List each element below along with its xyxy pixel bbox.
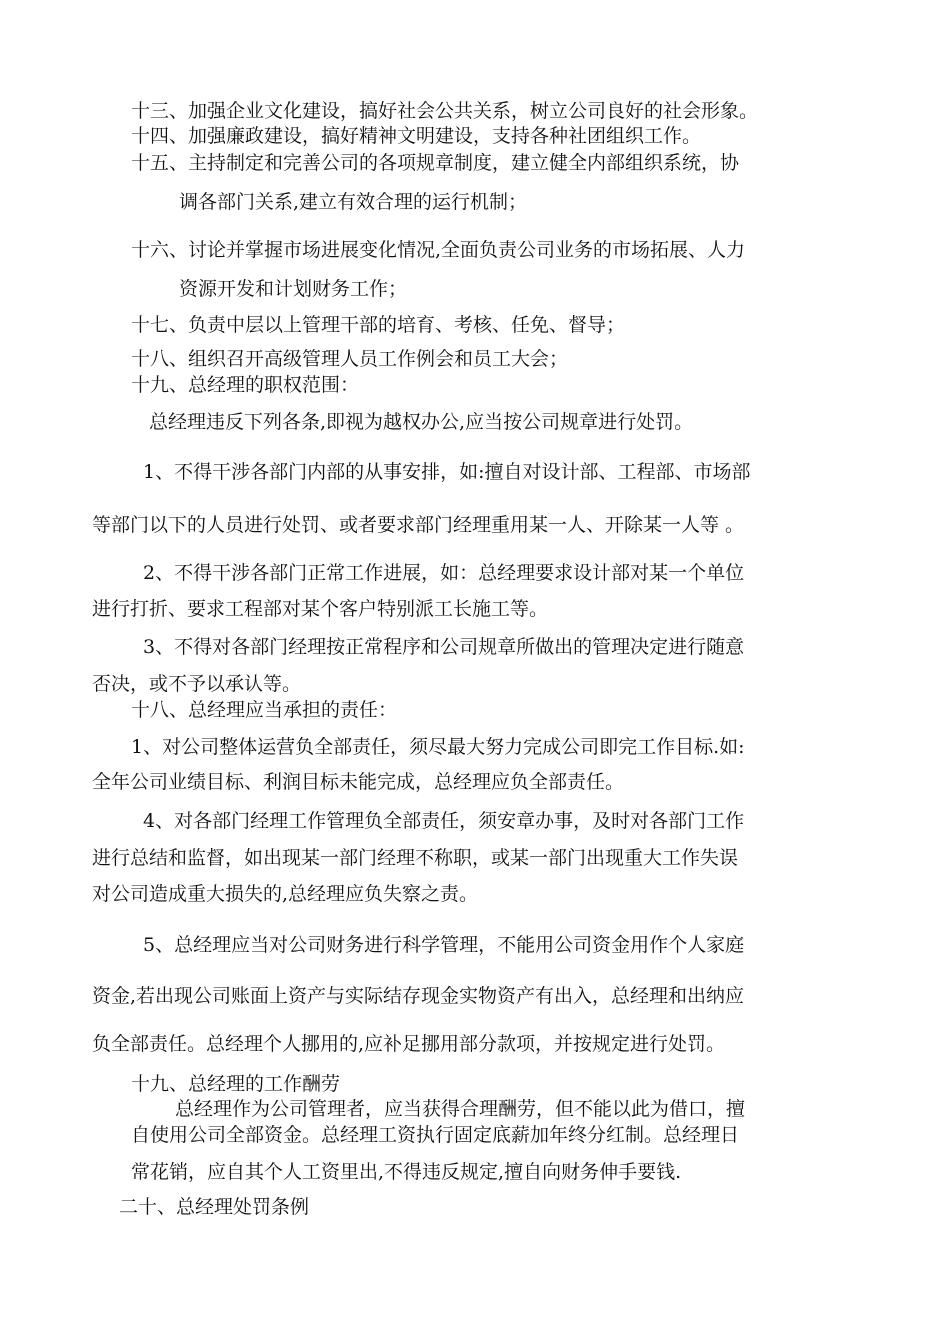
text-line: 十七、负责中层以上管理干部的培育、考核、任免、督导； <box>131 314 626 336</box>
text-line: 十四、加强廉政建设，搞好精神文明建设，支持各种社团组织工作。 <box>131 125 702 147</box>
text-line: 否决，或不予以承认等。 <box>92 673 302 695</box>
text-line: 二十、总经理处罚条例 <box>119 1196 310 1218</box>
text-line: 3、不得对各部门经理按正常程序和公司规章所做出的管理决定进行随意 <box>143 636 745 658</box>
text-line: 总经理违反下列各条,即视为越权办公,应当按公司规章进行处罚。 <box>149 411 694 433</box>
text-line: 十八、组织召开高级管理人员工作例会和员工大会； <box>131 348 569 370</box>
text-line: 十五、主持制定和完善公司的各项规章制度，建立健全内部组织系统，协 <box>131 152 740 174</box>
text-line: 5、总经理应当对公司财务进行科学管理，不能用公司资金用作个人家庭 <box>143 934 745 956</box>
text-line: 十三、加强企业文化建设，搞好社会公共关系，树立公司良好的社会形象。 <box>131 100 759 122</box>
text-line: 十九、总经理的职权范围： <box>131 374 360 396</box>
text-line: 对公司造成重大损失的,总经理应负失察之责。 <box>92 883 479 905</box>
text-line: 等部门以下的人员进行处罚、或者要求部门经理重用某一人、开除某一人等 。 <box>92 514 745 536</box>
text-line: 进行总结和监督，如出现某一部门经理不称职，或某一部门出现重大工作失误 <box>92 847 739 869</box>
text-line: 总经理作为公司管理者，应当获得合理酬劳，但不能以此为借口，擅 <box>175 1098 746 1120</box>
text-line: 调各部门关系,建立有效合理的运行机制； <box>179 191 528 213</box>
text-line: 资源开发和计划财务工作； <box>179 278 408 300</box>
text-line: 全年公司业绩目标、利润目标未能完成，总经理应负全部责任。 <box>92 771 625 793</box>
text-line: 自使用公司全部资金。总经理工资执行固定底薪加年终分红制。总经理日 <box>131 1124 740 1146</box>
text-line: 十八、总经理应当承担的责任： <box>131 699 398 721</box>
text-line: 1、对公司整体运营负全部责任，须尽最大努力完成公司即完工作目标.如: <box>131 736 745 758</box>
text-line: 十六、讨论并掌握市场进展变化情况,全面负责公司业务的市场拓展、人力 <box>131 239 746 261</box>
text-line: 1、不得干涉各部门内部的从事安排，如:擅自对设计部、工程部、市场部 <box>143 461 751 483</box>
text-line: 进行打折、要求工程部对某个客户特别派工长施工等。 <box>92 598 549 620</box>
text-line: 4、对各部门经理工作管理负全部责任，须安章办事，及时对各部门工作 <box>143 810 745 832</box>
text-line: 十九、总经理的工作酬劳 <box>131 1073 341 1095</box>
text-line: 常花销，应自其个人工资里出,不得违反规定,擅自向财务伸手要钱. <box>131 1161 682 1183</box>
text-line: 负全部责任。总经理个人挪用的,应补足挪用部分款项，并按规定进行处罚。 <box>92 1033 726 1055</box>
text-line: 资金,若出现公司账面上资产与实际结存现金实物资产有出入，总经理和出纳应 <box>92 985 745 1007</box>
text-line: 2、不得干涉各部门正常工作进展，如：总经理要求设计部对某一个单位 <box>143 562 745 584</box>
